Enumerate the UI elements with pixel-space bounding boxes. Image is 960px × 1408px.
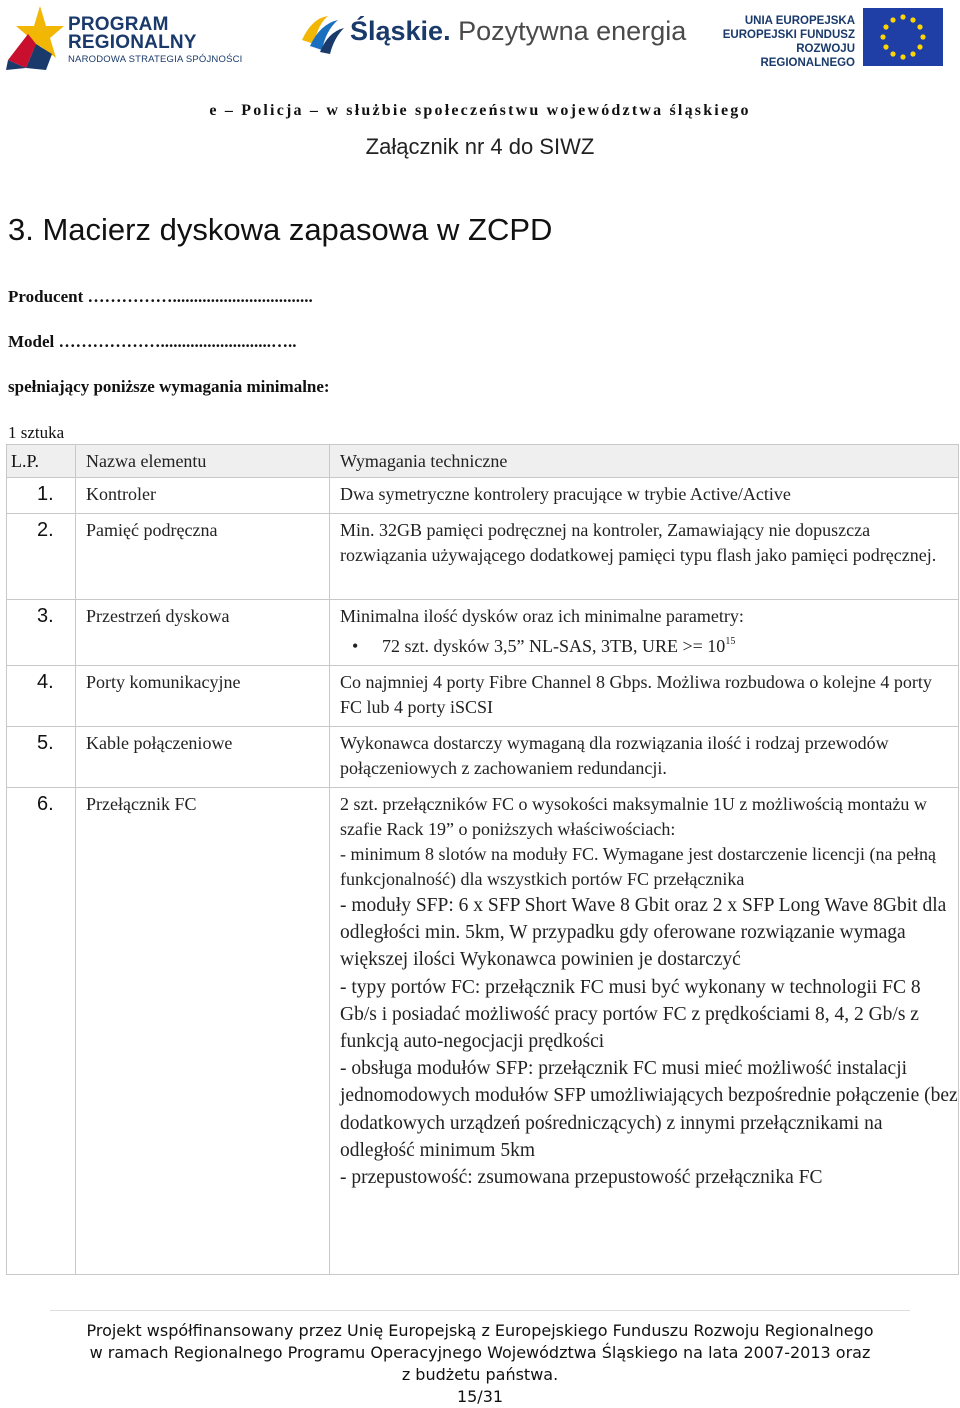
footer — [0, 1320, 960, 1408]
row-requirement: Co najmniej 4 porty Fibre Channel 8 Gbps. Możliwa rozbudowa o kolejne 4 porty FC lub 4 porty iSCSI — [330, 666, 959, 727]
spec-table — [6, 444, 959, 1275]
header-req: Wymagania techniczne — [330, 445, 959, 478]
producer-line: Producent ……………................................. — [8, 287, 313, 306]
project-header: e – Policja – w służbie społeczeństwu województwa śląskiego — [209, 102, 751, 119]
row-requirement: Dwa symetryczne kontrolery pracujące w trybie Active/Active — [330, 478, 959, 514]
footer-line3: z budżetu państwa. — [401, 1365, 559, 1384]
table-row — [7, 727, 959, 788]
row-requirement: Min. 32GB pamięci podręcznej na kontroler, Zamawiający nie dopuszcza rozwiązania używającego dodatkowej pamięci typu flash jako pamięci podręcznej. — [330, 514, 959, 600]
program-logo-sub: NARODOWA STRATEGIA SPÓJNOŚCI — [68, 54, 243, 65]
requirement-intro: spełniający poniższe wymagania minimalne: — [8, 377, 330, 396]
row-requirement — [330, 788, 959, 1275]
row-number: 4. — [7, 666, 76, 727]
row-number: 5. — [7, 727, 76, 788]
table-row — [7, 666, 959, 727]
attachment-label: Załącznik nr 4 do SIWZ — [365, 134, 595, 159]
row-requirement — [330, 600, 959, 666]
slaskie-brand: Śląskie. — [350, 16, 451, 46]
program-logo-line1: PROGRAM — [68, 14, 169, 35]
footer-line2: w ramach Regionalnego Programu Operacyjnego Województwa Śląskiego na lata 2007-2013 oraz — [89, 1343, 871, 1362]
requirement-text: - minimum 8 slotów na moduły FC. Wymagane jest dostarczenie licencji (na pełną funkcjonalność) dla wszystkich portów FC przełącznika — [340, 844, 936, 889]
row-name: Kable połączeniowe — [76, 727, 330, 788]
program-logo-line2: REGIONALNY — [68, 32, 197, 53]
row-number: 1. — [7, 478, 76, 514]
slaskie-logo — [298, 10, 687, 60]
table-row — [7, 600, 959, 666]
model-line: Model ………………..........................….. — [8, 332, 297, 351]
requirement-text: 2 szt. przełączników FC o wysokości maksymalnie 1U z możliwością montażu w szafie Rack 19” o poniższych właściwościach: — [340, 794, 927, 839]
row-name: Kontroler — [76, 478, 330, 514]
program-regionalny-logo — [6, 4, 243, 70]
quantity: 1 sztuka — [8, 423, 65, 442]
slaskie-tagline: Pozytywna energia — [458, 16, 687, 46]
table-row — [7, 514, 959, 600]
row-number: 6. — [7, 788, 76, 1275]
row-name: Pamięć podręczna — [76, 514, 330, 600]
eu-logo-line1: UNIA EUROPEJSKA — [744, 15, 855, 27]
row-number: 2. — [7, 514, 76, 600]
eu-logo-line2: EUROPEJSKI FUNDUSZ — [722, 29, 855, 41]
row-name: Porty komunikacyjne — [76, 666, 330, 727]
eu-logo — [715, 6, 955, 69]
eu-logo-line3: ROZWOJU REGIONALNEGO — [760, 43, 855, 69]
program-regionalny-emblem-icon — [6, 4, 64, 70]
row-requirement: Wykonawca dostarczy wymaganą dla rozwiązania ilość i rodzaj przewodów połączeniowych z zachowaniem redundancji. — [330, 727, 959, 788]
requirement-text: - typy portów FC: przełącznik FC musi być wykonany w technologii FC 8 Gb/s i posiadać możliwość pracy portów FC z prędkościami 8, 4, 2 Gb/s z funkcją auto-negocjacji prędkości — [340, 976, 921, 1053]
eu-flag-icon — [863, 8, 943, 66]
row-name: Przełącznik FC — [76, 788, 330, 1275]
footer-divider — [50, 1310, 910, 1311]
requirement-text: - obsługa modułów SFP: przełącznik FC musi mieć możliwość instalacji jednomodowych modułów SFP umożliwiających bezpośrednie połączenie (bez dodatkowych urządzeń pośredniczących) z innymi przełącznikami na odległość minimum 5km — [340, 1058, 958, 1161]
bullet-text: 72 szt. dysków 3,5” NL-SAS, 3TB, URE >= 10 — [382, 636, 726, 656]
slaskie-wave-icon — [298, 10, 346, 56]
bullet-exponent: 15 — [725, 636, 736, 647]
header-lp: L.P. — [7, 445, 76, 478]
section-title: 3. Macierz dyskowa zapasowa w ZCPD — [8, 212, 553, 247]
bullet-item — [340, 629, 958, 659]
table-row — [7, 478, 959, 514]
row-number: 3. — [7, 600, 76, 666]
requirement-text: Minimalna ilość dysków oraz ich minimalne parametry: — [340, 606, 744, 626]
requirement-text: - moduły SFP: 6 x SFP Short Wave 8 Gbit oraz 2 x SFP Long Wave 8Gbit dla odległości min. 5km, W przypadku gdy oferowane rozwiązanie wymaga większej ilości Wykonawca powinien je dostarczyć — [340, 895, 947, 971]
page-number: 15/31 — [456, 1387, 504, 1406]
table-header-row — [7, 445, 959, 478]
header-name: Nazwa elementu — [76, 445, 330, 478]
row-name: Przestrzeń dyskowa — [76, 600, 330, 666]
footer-line1: Projekt współfinansowany przez Unię Europejską z Europejskiego Funduszu Rozwoju Regionalnego — [86, 1321, 874, 1340]
requirement-text: - przepustowość: zsumowana przepustowość przełącznika FC — [340, 1167, 823, 1189]
table-row — [7, 788, 959, 1275]
